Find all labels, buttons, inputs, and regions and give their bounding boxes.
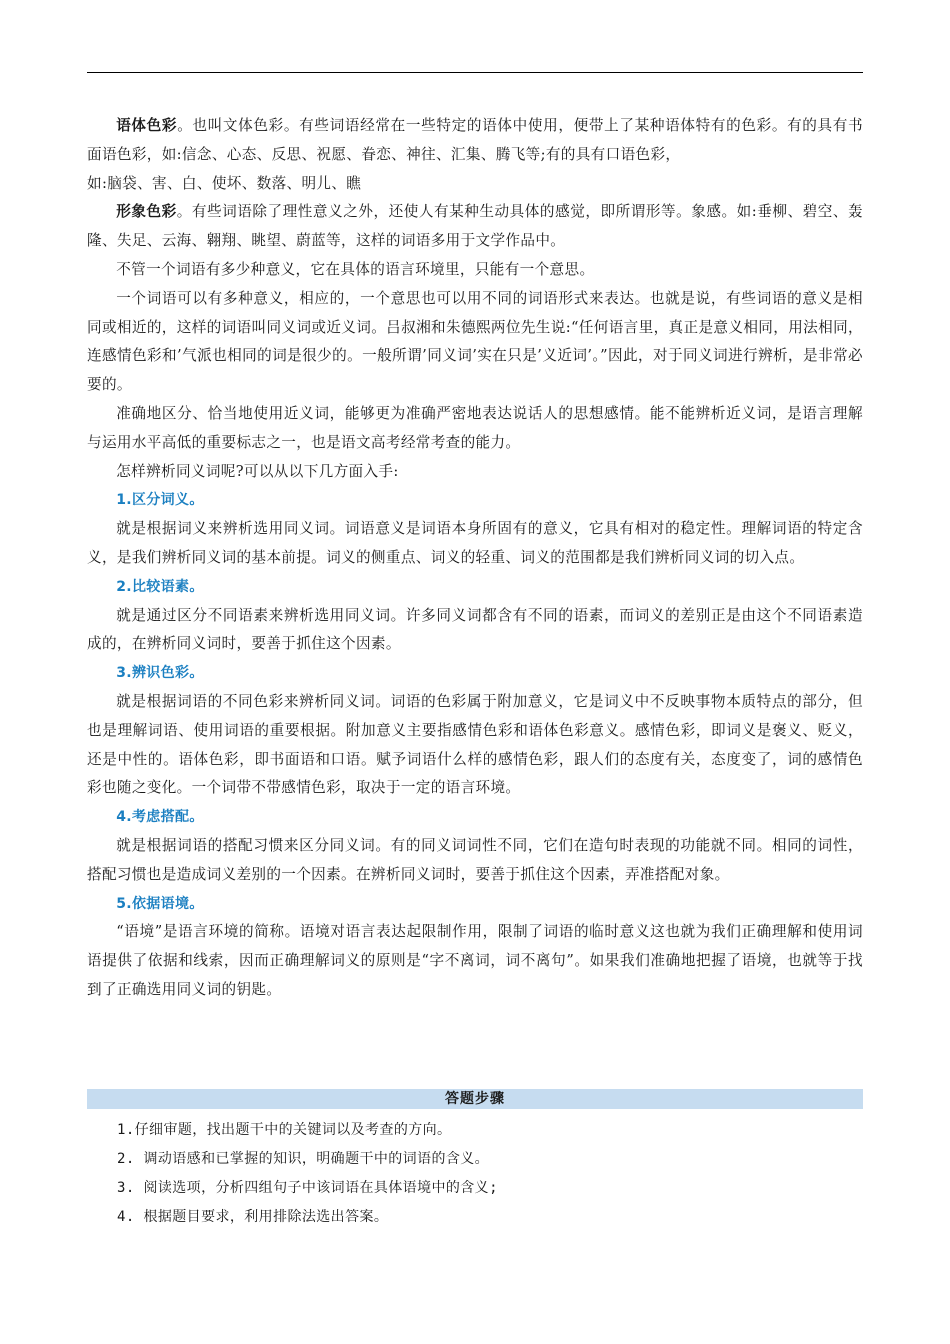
paragraph: 准确地区分、恰当地使用近义词，能够更为准确严密地表达说话人的思想感情。能不能辨析近义词，是语言理解与运用水平高低的重要标志之一，也是语文高考经常考查的能力。 — [87, 404, 863, 451]
section-heading-text: 2.比较语素。 — [116, 578, 204, 595]
step-item: 3. 阅读选项，分析四组句子中该词语在具体语境中的含义; — [117, 1180, 498, 1196]
paragraph-style-color — [87, 112, 863, 170]
section-heading-text: 5.依据语境。 — [116, 895, 204, 912]
section-body: 就是根据词义来辨析选用同义词。词语意义是词语本身所固有的意义，它具有相对的稳定性。理解词语的特定含义，是我们辨析同义词的基本前提。词义的侧重点、词义的轻重、词义的范围都是我们辨析同义词的切入点。 — [87, 520, 863, 566]
section-heading — [87, 486, 863, 515]
section-heading — [87, 803, 863, 832]
document-body — [87, 112, 863, 1005]
paragraph: 怎样辨析同义词呢?可以从以下几方面入手: — [116, 462, 399, 480]
steps-title-bar: 答题步骤 — [87, 1089, 863, 1109]
paragraph-text: 。有些词语除了理性意义之外，还使人有某种生动具体的感觉，即所谓形等。象感。如:垂柳、碧空、轰隆、失足、云海、翱翔、眺望、蔚蓝等，这样的词语多用于文学作品中。 — [87, 203, 863, 250]
term-image-color: 形象色彩 — [116, 203, 177, 221]
section-body: 就是根据词语的不同色彩来辨析同义词。词语的色彩属于附加意义，它是词义中不反映事物本质特点的部分，但也是理解词语、使用词语的重要根据。附加意义主要指感情色彩和语体色彩意义。感情色彩，即词义是褒义、贬义，还是中性的。语体色彩，即书面语和口语。赋予词语什么样的感情色彩，跟人们的态度有关，态度变了，词的感情色彩也随之变化。一个词带不带感情色彩，取决于一定的语言环境。 — [87, 692, 863, 797]
step-item: 4. 根据题目要求，利用排除法选出答案。 — [117, 1209, 389, 1225]
header-rule — [87, 72, 863, 73]
term-style-color: 语体色彩 — [116, 117, 178, 134]
section-heading — [87, 890, 863, 919]
paragraph: 不管一个词语有多少种意义，它在具体的语言环境里，只能有一个意思。 — [116, 260, 595, 278]
steps-list — [117, 1116, 857, 1232]
section-heading-text: 4.考虑搭配。 — [116, 809, 204, 826]
section-heading — [87, 573, 863, 602]
paragraph-text: 如:脑袋、害、白、使坏、数落、明儿、瞧 — [87, 174, 362, 192]
section-body: 就是根据词语的搭配习惯来区分同义词。有的同义词词性不同，它们在造句时表现的功能就不同。相同的词性，搭配习惯也是造成词义差别的一个因素。在辨析同义词时，要善于抓住这个因素，弄准搭配对象。 — [87, 836, 863, 883]
step-item: 1.仔细审题，找出题干中的关键词以及考查的方向。 — [117, 1122, 452, 1138]
section-heading-text: 1.区分词义。 — [116, 492, 204, 509]
paragraph-continuation — [87, 170, 863, 199]
paragraph-image-color — [87, 198, 863, 256]
paragraph: 一个词语可以有多种意义，相应的，一个意思也可以用不同的词语形式来表达。也就是说，有些词语的意义是相同或相近的，这样的词语叫同义词或近义词。吕叔湘和朱德熙两位先生说:“任何语言里，真正是意义相同，用法相同，连感情色彩和’气派也相同的词是很少的。一般所谓’同义词’实在只是’义近词’。”因此，对于同义词进行辨析，是非常必要的。 — [87, 289, 863, 394]
section-body: 就是通过区分不同语素来辨析选用同义词。许多同义词都含有不同的语素，而词义的差别正是由这个不同语素造成的，在辨析同义词时，要善于抓住这个因素。 — [87, 606, 863, 653]
section-heading — [87, 659, 863, 688]
step-item: 2. 调动语感和已掌握的知识，明确题干中的词语的含义。 — [117, 1151, 490, 1167]
paragraph-text: 。也叫文体色彩。有些词语经常在一些特定的语体中使用，便带上了某种语体特有的色彩。有的具有书面语色彩，如:信念、心态、反思、祝愿、眷恋、神往、汇集、腾飞等;有的具有口语色彩， — [87, 117, 863, 163]
section-body: “语境”是语言环境的简称。语境对语言表达起限制作用，限制了词语的临时意义这也就为我们正确理解和使用词语提供了依据和线索，因而正确理解词义的原则是“字不离词，词不离句”。如果我们准确地把握了语境，也就等于找到了正确选用同义词的钥匙。 — [87, 923, 863, 998]
section-heading-text: 3.辨识色彩。 — [116, 665, 204, 682]
